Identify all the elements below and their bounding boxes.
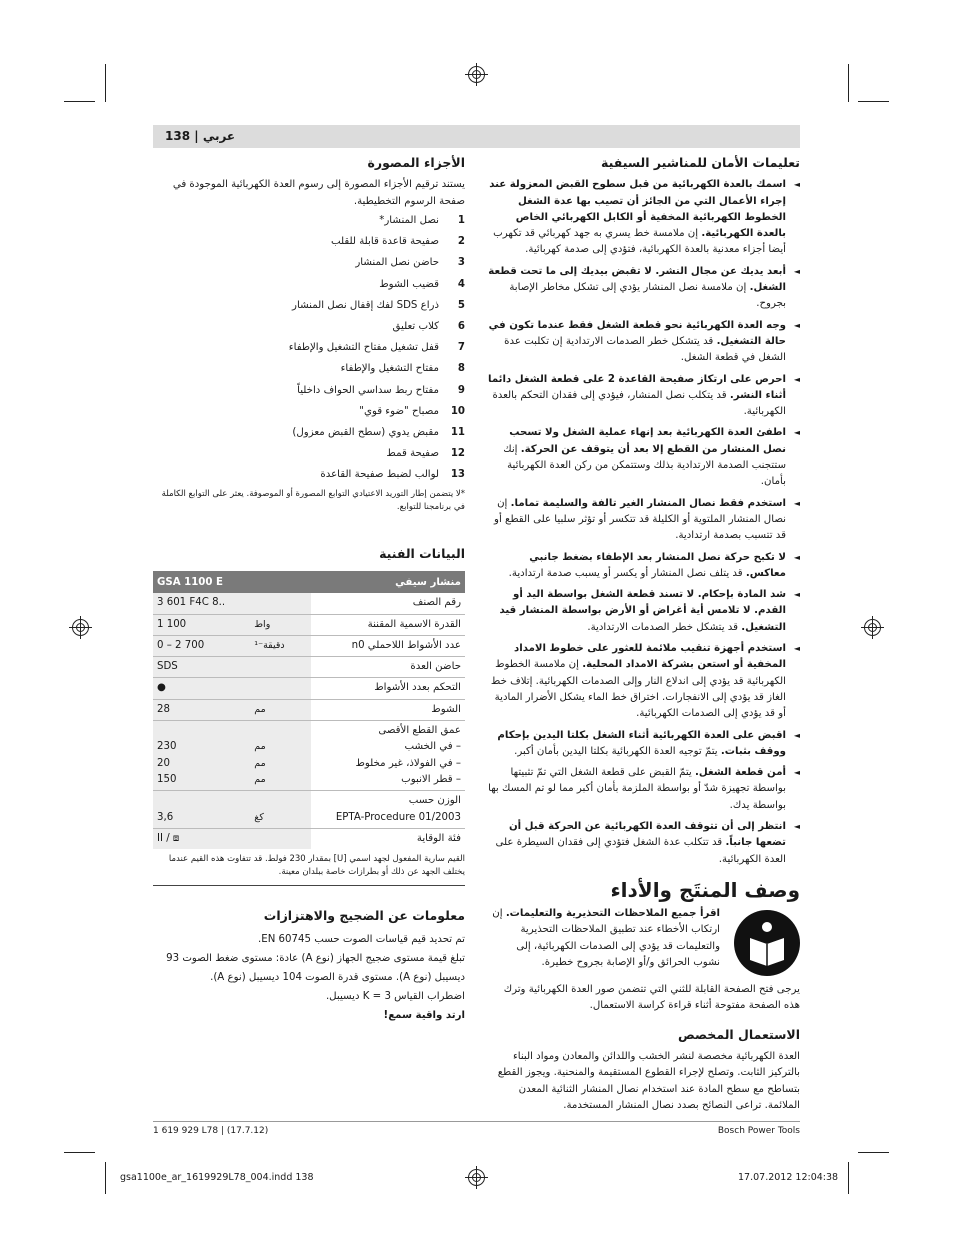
spec-row (153, 699, 465, 720)
bullet-bold: أمن قطعة الشغل. (695, 767, 786, 779)
part-label: حاضن نصل المنشار (355, 257, 439, 269)
bullet-bold: استخدم أجهزة تنقيب ملائمة للعثور على خطوط الامداد المخفية أو استعن بشركة الامداد المحلية. (513, 643, 786, 671)
brand-label: Bosch Power Tools (717, 1126, 800, 1136)
bullet-marker-icon: ◄ (793, 644, 800, 654)
spec-header-name: منشار سيفي (311, 571, 465, 593)
part-number: 7 (457, 342, 465, 354)
section-title: وصف المنتَج والأداء (610, 877, 800, 902)
spec-key: الشوط (311, 699, 465, 720)
language-label: عربي (202, 129, 236, 143)
spec-note: القيم سارية المفعول لجهد اسمي [U] بمقدار 230 فولط. قد تتفاوت هذه القيم عندما يختلف الجهد عن ذلك أو بطرازات خاصة ببلدان معينة. (153, 849, 465, 886)
spec-row-cut-depth (153, 721, 465, 791)
spec-value: 230 20 150 (153, 721, 250, 791)
spec-row (153, 635, 465, 656)
spec-value: 1 100 (153, 614, 250, 635)
noise-title: معلومات عن الضجيج والاهتزازات (263, 908, 465, 924)
safety-bullet (487, 264, 800, 313)
parts-intro: يستند ترقيم الأجزاء المصورة إلى رسوم العدة الكهربائية الموجودة في صفحة الرسوم التخطيطية. (172, 179, 465, 207)
part-item (153, 210, 465, 231)
part-number: 1 (457, 214, 465, 226)
date-label: 17.07.2012 12:04:38 (738, 1172, 839, 1183)
spec-title: البيانات الفنية (379, 546, 465, 561)
spec-value: SDS (153, 657, 250, 678)
part-item (153, 337, 465, 358)
bullet-marker-icon: ◄ (793, 730, 800, 740)
part-number: 3 (457, 257, 465, 269)
part-item (153, 231, 465, 252)
warning-bold: اقرأ جميع الملاحظات التحذيرية والتعليمات. (505, 908, 720, 920)
bullet-text: إن نصال المنشار الملتوية أو الكليلة قد تتكسر أو تؤثر سلبيا على القطع أو قد تتسبب بصدمة ارتدادية. (494, 497, 786, 542)
bullet-bold: انتظر إلى أن تتوقف العدة الكهربائية عن الحركة قبل أن تضعها جانباً. (508, 820, 786, 849)
bullet-marker-icon: ◄ (793, 374, 800, 384)
part-item (153, 443, 465, 464)
part-label: قفل تشغيل مفتاح التشغيل والإطفاء (288, 342, 439, 354)
bullet-marker-icon: ◄ (793, 768, 800, 778)
spec-unit: واط (250, 614, 311, 635)
part-item (153, 380, 465, 401)
spec-row (153, 614, 465, 635)
spec-key: فئة الوقاية (416, 832, 461, 844)
bullet-text: إن ملامسة الخطوط الكهربائية قد يؤدي إلى اندلاع النار وإلى الصدمات الكهربائية. إتلاف خط الغاز قد يؤدي إلى الانفجارات. اختراق خط الماء يشكل الأضرار المادية أو قد يؤدي إلى الصدمات الكهربائية. (490, 659, 786, 720)
bullet-marker-icon: ◄ (793, 552, 800, 562)
part-label: مفتاح ربط سداسي الحواف داخلياً (297, 384, 439, 396)
spec-row (153, 593, 465, 614)
spec-key: عدد الأشواط اللاحملي n0 (311, 635, 465, 656)
bullet-text: قد يتكلب نصل المنشار، فيؤدي إلى فقدان التحكم بالعدة الكهربائية. (492, 389, 786, 418)
bullet-text: قد يتلف نصل المنشار أو يكسر أو يسبب صدمة ارتدادية. (508, 567, 743, 579)
bullet-text: يتمّ توجيه العدة الكهربائية بكلتا اليدين بأمان أكبر. (514, 745, 718, 757)
noise-line: اضطراب القياس K = 3 ديسيبل. (325, 991, 465, 1003)
bullet-text: إن ملامسة نصل المنشار يؤدي إلى تشكل مخاطر الإصابة بجروح. (509, 282, 786, 310)
crop-mark (64, 1152, 95, 1153)
crop-mark (858, 101, 889, 102)
bullet-bold: اسمك بالعدة الكهربائية من قبل سطوح القبض المعزولة عند إجراء الأعمال التي من الجائز أن تصيب بها عدة الشغل الخطوط الكهربائية المخفية أو الكابل الكهربائي الخاص بالعدة الكهربائية. (489, 179, 786, 240)
bullet-text: إن ملامسة خط يسري به جهد كهربائي قد تكهرب أيضا أجزاء معدنية بالعدة الكهربائية، فتؤدي إلى صدمة كهربائية. (493, 228, 786, 256)
registration-mark-icon (468, 66, 485, 83)
spec-key: الوزن حسب EPTA-Procedure 01/2003 (311, 791, 465, 829)
crop-mark (105, 1162, 106, 1194)
noise-line: تم تحديد قيم قياسات الصوت حسب EN 60745. (258, 934, 465, 946)
bullet-bold: وجه العدة الكهربائية نحو قطعة الشغل فقط عندما تكون في حالة التشغيل. (488, 319, 786, 347)
spec-unit: كغ (250, 791, 311, 829)
bullet-text: قد تتكلب عدة الشغل فتؤدي إلى فقدان السيطرة على العدة الكهربائية. (495, 837, 786, 865)
crop-mark (105, 64, 106, 102)
noise-warning: ارتد واقية سمع! (383, 1010, 465, 1022)
part-number: 9 (457, 384, 465, 396)
part-label: كلاب تعليق (392, 320, 439, 332)
safety-bullet (487, 177, 800, 258)
warning-text: إن ارتكاب الأخطاء عند تطبيق الملاحظات التحذيرية والتعليمات قد يؤدي إلى الصدمات الكهربائية، إلى نشوب الحرائق و/أو الإصابة بجروح خطيرة. (492, 908, 720, 969)
spec-header-model: GSA 1100 E (153, 571, 250, 593)
safety-bullet (487, 641, 800, 722)
part-label: لوالب لضبط صفيحة القاعدة (320, 469, 439, 481)
part-label: مصباح "ضوء قوي" (359, 405, 439, 417)
spec-key: التحكم بعدد الأشواط (311, 678, 465, 699)
bullet-marker-icon: ◄ (793, 266, 800, 276)
spec-unit (250, 828, 311, 849)
spec-value: 3,6 (153, 791, 250, 829)
safety-bullet (487, 372, 800, 421)
part-number: 6 (457, 320, 465, 332)
bullet-bold: لا تكبح حركة نصل المنشار بعد الإطفاء بضغط جانبي معاكس. (529, 551, 786, 579)
use-text: العدة الكهربائية مخصصة لنشر الخشب واللدائن والمعادن ومواد البناء بالتركيز الثابت. وتصلح لإجراء القطوع المستقيمة والمنحنية. ويجوز القطع بتساطح مع سطح المادة عند استخدام نصال المنشار الثنائية المعدن الملائمة. تراعى النصائح بصدد نصال المنشار المستخدمة. (497, 1051, 800, 1111)
part-number: 4 (457, 278, 465, 290)
part-number: 12 (450, 448, 465, 460)
footer-rule (153, 1121, 800, 1122)
part-number: 13 (450, 469, 465, 481)
warning-block (487, 906, 800, 976)
spec-key: عمق القطع الأقصى – في الخشب – في الفولاذ، غير مخلوط – قطر الانبوب (311, 721, 465, 791)
part-item (153, 316, 465, 337)
part-item (153, 295, 465, 316)
bullet-text: قد يتشكل خطر الصدمات الارتدادية إن تكلبت عدة الشغل في قطعة الشغل. (504, 335, 786, 364)
bullet-marker-icon: ◄ (793, 320, 800, 330)
spec-unit: مم (250, 699, 311, 720)
part-label: صفيحة قمط (386, 448, 439, 460)
spec-row (153, 657, 465, 678)
safety-bullet (487, 318, 800, 367)
part-label: صفيحة قاعدة قابلة للقلب (330, 236, 439, 248)
crop-mark (848, 1162, 849, 1194)
spec-value: 3 601 F4C 8.. (153, 593, 250, 614)
parts-footnote: *لا يتضمن إطار التوريد الاعتيادي التوابع المصورة أو الموصوفة. يعثر على التوابع الكاملة في برنامجنا للتوابع. (161, 488, 465, 512)
use-title: الاستعمال المخصص (677, 1026, 800, 1042)
bullet-marker-icon: ◄ (793, 498, 800, 508)
registration-mark-icon (468, 1169, 485, 1186)
bullet-text: إنك ستتجنب الصدمة الارتدادية بذلك وستتمكن من ركن العدة الكهربائية بأمان. (503, 443, 786, 488)
spec-section (153, 546, 465, 1025)
registration-mark-icon (72, 619, 89, 636)
noise-text (153, 930, 465, 1006)
noise-line: تبلغ قيمة مستوى ضجيج الجهاز (نوع A) عادة: مستوى ضغط الصوت 93 ديسيبل (نوع A). مستوى قدرة الصوت 104 ديسيبل (نوع A). (166, 953, 465, 984)
part-number: 8 (457, 363, 465, 375)
safety-bullet (487, 765, 800, 814)
part-number: 2 (457, 236, 465, 248)
part-item (153, 358, 465, 379)
bullet-marker-icon: ◄ (793, 428, 800, 438)
registration-mark-icon (864, 619, 881, 636)
part-label: ذراع SDS لفك إقفال نصل المنشار (292, 299, 439, 311)
safety-bullet (487, 425, 800, 490)
part-item (153, 464, 465, 485)
part-number: 10 (450, 405, 465, 417)
spec-unit (250, 593, 311, 614)
safety-column (487, 155, 800, 1114)
page-number: 138 (165, 129, 191, 143)
doc-code: 1 619 929 L78 | (17.7.12) (153, 1126, 269, 1136)
part-label: مفتاح التشغيل والإطفاء (340, 363, 439, 375)
part-number: 5 (457, 299, 465, 311)
bullet-marker-icon: ◄ (793, 590, 800, 600)
safety-bullet (487, 550, 800, 583)
spec-row-weight (153, 791, 465, 829)
part-label: مقبض يدوي (سطح القبض معزول) (292, 426, 439, 438)
safety-title: تعليمات الأمان للمناشير السيفية (601, 155, 800, 170)
spec-unit: مم مم مم (250, 721, 311, 791)
bullet-bold: احرص على ارتكاز صفيحة القاعدة 2 على قطعة الشغل دائما أثناء النشر. (488, 373, 786, 401)
bullet-text: يتمّ القبض على قطعة الشغل التي تمّ تثبيتها بواسطة تجهيزة شدّ أو بواسطة الملزمة بأمان أكبر مما لو تم المسك بها بواسطة يدك. (488, 767, 786, 811)
spec-header-row (153, 571, 465, 593)
spec-value: ● (153, 678, 250, 699)
parts-title: الأجزاء المصورة (367, 155, 465, 170)
part-item (153, 274, 465, 295)
spec-row-class (153, 828, 465, 849)
part-item (153, 422, 465, 443)
read-manual-icon (734, 910, 800, 976)
part-number: 11 (450, 426, 465, 438)
safety-bullets (487, 177, 800, 868)
parts-section (153, 155, 465, 514)
bullet-bold: اقبض على العدة الكهربائية أثناء الشغل بكلتا اليدين بإحكام ووقف بثبات. (497, 729, 786, 757)
crop-mark (858, 1152, 889, 1153)
safety-bullet (487, 496, 800, 545)
bullet-bold: استخدم فقط نصال المنشار الغير تالفة والسليمة تماما. (510, 497, 786, 509)
fold-text: يرجى فتح الصفحة القابلة للثني التي تتضمن صور العدة الكهربائية وترك هذه الصفحة مفتوحة أثناء قراءة كراسة الاستعمال. (503, 984, 800, 1012)
spec-value: 28 (153, 699, 250, 720)
spec-unit: دقيقة⁻¹ (250, 635, 311, 656)
bullet-bold: اطفئ العدة الكهربائية بعد إنهاء عملية الشغل ولا تسحب نصل المنشار من القطع إلا بعد أن يتوقف عن الحركة. (509, 427, 786, 455)
spec-unit (250, 678, 311, 699)
safety-bullet (487, 728, 800, 761)
crop-mark (848, 64, 849, 102)
spec-value: II / ⧈ (153, 828, 250, 849)
part-label: نصل المنشار* (379, 214, 439, 226)
safety-bullet (487, 587, 800, 636)
bullet-bold: أبعد يديك عن مجال النشر. لا تقبض بيديك إلى ما تحت قطعة الشغل. (488, 265, 786, 294)
spec-row (153, 678, 465, 699)
spec-key: حاضن العدة (311, 657, 465, 678)
page-header: عربي | 138 (153, 125, 800, 148)
file-label: gsa1100e_ar_1619929L78_004.indd 138 (120, 1172, 314, 1183)
safety-bullet (487, 819, 800, 868)
bullet-marker-icon: ◄ (793, 180, 800, 190)
part-item (153, 401, 465, 422)
part-item (153, 252, 465, 273)
spec-table (153, 571, 465, 849)
bullet-text: قد يتشكل خطر الصدمات الارتدادية. (587, 621, 739, 633)
spec-value: 0 – 2 700 (153, 635, 250, 656)
spec-key: القدرة الاسمية المقننة (311, 614, 465, 635)
parts-list (153, 210, 465, 486)
part-label: قضيب الشوط (379, 278, 439, 290)
spec-unit (250, 657, 311, 678)
spec-key: رقم الصنف (311, 593, 465, 614)
bullet-bold: شد المادة بإحكام. لا تسند قطعة الشغل بواسطة اليد أو القدم. لا تلامس أية أغراض أو الأرض بواسطة المنشار قيد التشغيل. (499, 589, 786, 633)
bullet-marker-icon: ◄ (793, 821, 800, 831)
crop-mark (64, 101, 95, 102)
